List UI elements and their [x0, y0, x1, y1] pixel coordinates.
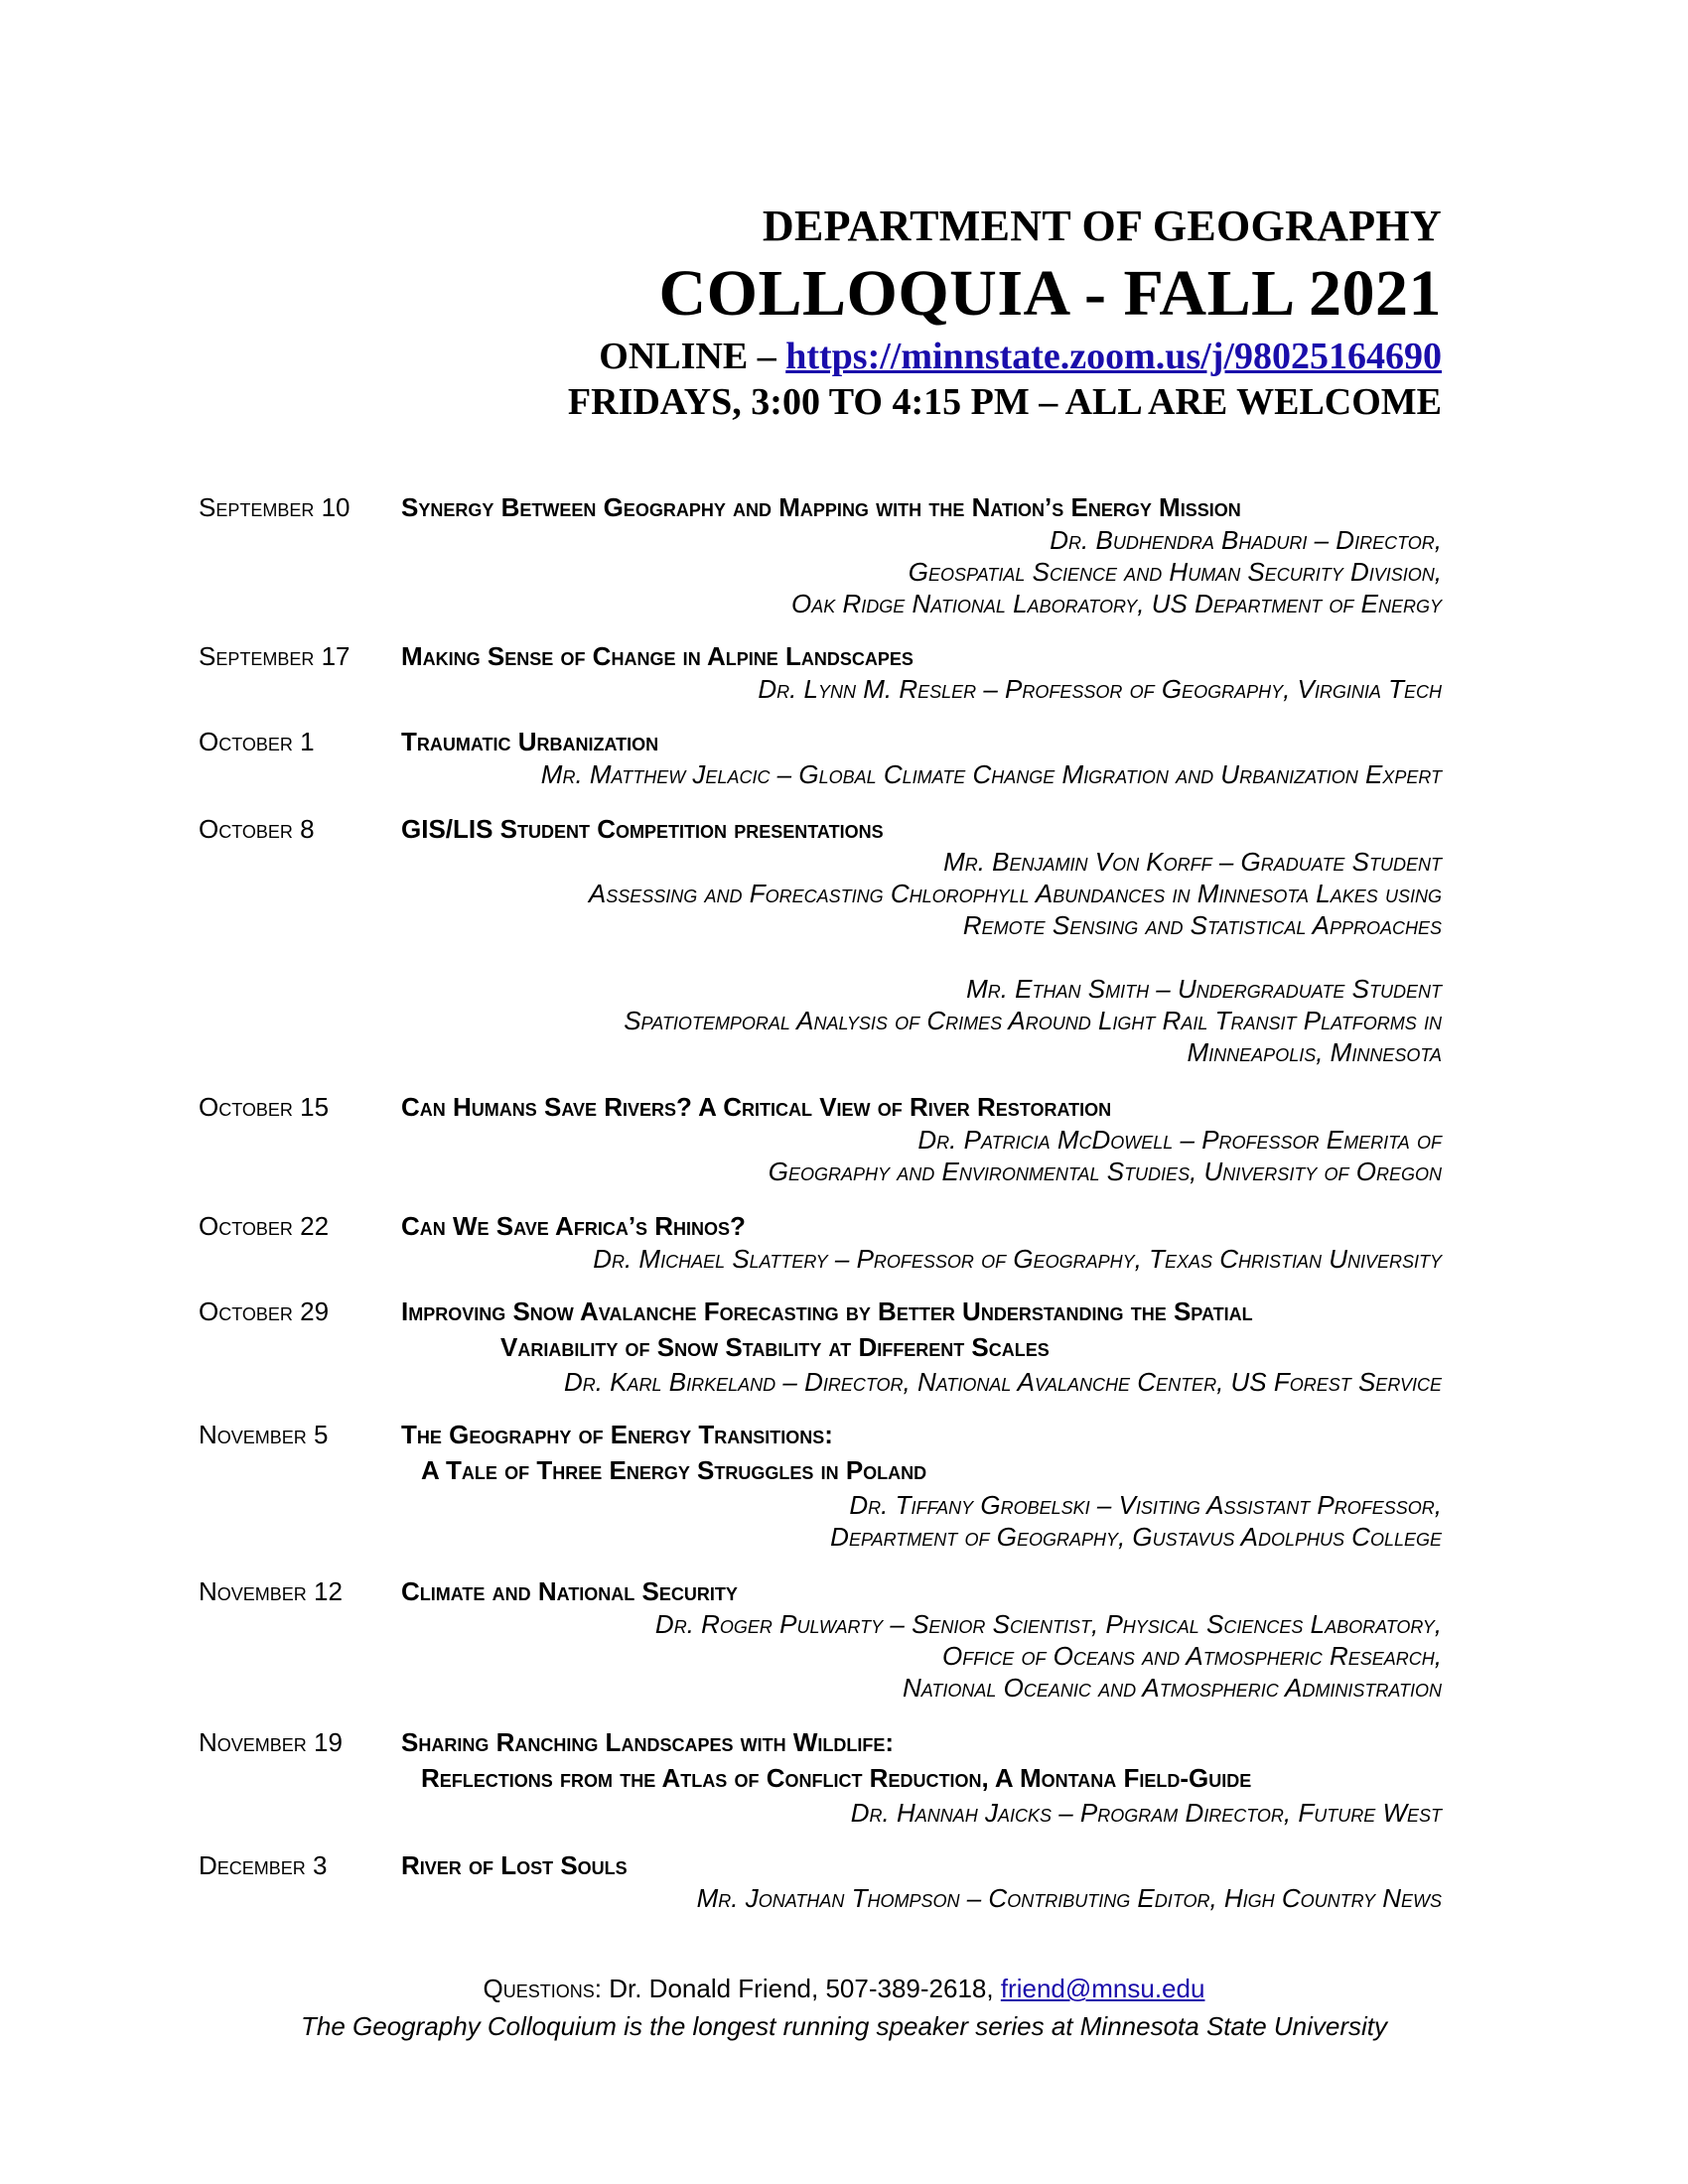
- event-speaker: Dr. Budhendra Bhaduri – Director, Geospatial Science and Human Security Division, Oak Ridge National Laboratory, US Department of Energy: [790, 525, 1442, 618]
- event-title: Can Humans Save Rivers? A Critical View of River Restoration: [401, 1092, 1112, 1122]
- schedule-event: [199, 1574, 1442, 1704]
- event-date: October 29: [199, 1297, 330, 1326]
- meeting-time: FRIDAYS, 3:00 TO 4:15 PM – ALL ARE WELCOME: [567, 381, 1442, 423]
- event-heading-row: [199, 639, 1442, 673]
- event-speaker: Dr. Michael Slattery – Professor of Geography, Texas Christian University: [593, 1244, 1442, 1274]
- event-date: November 12: [199, 1576, 343, 1606]
- event-title: Sharing Ranching Landscapes with Wildlife:: [401, 1727, 895, 1757]
- event-speaker: Dr. Roger Pulwarty – Senior Scientist, Physical Sciences Laboratory, Office of Oceans and Atmospheric Research, National Oceanic and Atmospheric Administration: [654, 1609, 1442, 1703]
- schedule-event: [199, 812, 1442, 1068]
- email-link[interactable]: friend@mnsu.edu: [1000, 1974, 1205, 2003]
- flyer-footer: [0, 1970, 1688, 2045]
- department-name: DEPARTMENT OF GEOGRAPHY: [762, 202, 1442, 250]
- event-date: October 15: [199, 1092, 330, 1122]
- page-title: COLLOQUIA - FALL 2021: [658, 257, 1442, 330]
- schedule-event: [199, 1725, 1442, 1829]
- event-speaker: Mr. Benjamin Von Korff – Graduate Student Assessing and Forecasting Chlorophyll Abundances in Minnesota Lakes using Remote Sensing and Statistical Approaches: [588, 847, 1442, 940]
- schedule-event: [199, 490, 1442, 619]
- event-heading-row: [199, 1848, 1442, 1882]
- event-speaker: Mr. Ethan Smith – Undergraduate Student Spatiotemporal Analysis of Crimes Around Light Rail Transit Platforms in Minneapolis, Minnesota: [624, 974, 1442, 1067]
- event-speaker: Dr. Tiffany Grobelski – Visiting Assistant Professor, Department of Geography, Gustavus Adolphus College: [830, 1490, 1442, 1552]
- zoom-link[interactable]: https://minnstate.zoom.us/j/98025164690: [785, 336, 1442, 377]
- event-speaker: Dr. Patricia McDowell – Professor Emerita of Geography and Environmental Studies, University of Oregon: [768, 1125, 1442, 1186]
- tagline: The Geography Colloquium is the longest running speaker series at Minnesota State University: [300, 2011, 1388, 2041]
- schedule-event: [199, 1090, 1442, 1187]
- questions-line: [0, 1970, 1688, 2007]
- event-title: GIS/LIS Student Competition presentations: [401, 814, 884, 844]
- event-title: Traumatic Urbanization: [401, 727, 659, 756]
- questions-label: Questions:: [483, 1974, 602, 2003]
- schedule-event: [199, 1209, 1442, 1275]
- schedule-event: [199, 1295, 1442, 1398]
- event-title: The Geography of Energy Transitions:: [401, 1420, 833, 1449]
- event-title: Improving Snow Avalanche Forecasting by Better Understanding the Spatial: [401, 1297, 1253, 1326]
- event-speaker: Dr. Hannah Jaicks – Program Director, Future West: [850, 1798, 1442, 1828]
- online-line: [568, 334, 1442, 379]
- event-date: December 3: [199, 1850, 328, 1880]
- event-heading-row: [199, 1295, 1442, 1328]
- event-date: September 10: [199, 492, 351, 522]
- event-speaker: Dr. Lynn M. Resler – Professor of Geography, Virginia Tech: [758, 674, 1442, 704]
- event-date: October 8: [199, 814, 315, 844]
- event-title-continued: Reflections from the Atlas of Conflict Reduction, A Montana Field-Guide: [421, 1763, 1252, 1793]
- questions-contact: Dr. Donald Friend, 507-389-2618,: [609, 1974, 994, 2003]
- event-date: September 17: [199, 641, 351, 671]
- schedule-list: [199, 490, 1442, 1914]
- event-speaker: Dr. Karl Birkeland – Director, National Avalanche Center, US Forest Service: [563, 1367, 1442, 1397]
- event-speaker: Mr. Jonathan Thompson – Contributing Editor, High Country News: [696, 1883, 1442, 1913]
- schedule-event: [199, 1418, 1442, 1553]
- event-title: River of Lost Souls: [401, 1850, 628, 1880]
- event-heading-row: [199, 725, 1442, 758]
- event-heading-row: [199, 812, 1442, 846]
- event-heading-row: [199, 1574, 1442, 1608]
- event-heading-row: [199, 1090, 1442, 1124]
- event-date: November 5: [199, 1420, 329, 1449]
- event-title: Synergy Between Geography and Mapping with the Nation’s Energy Mission: [401, 492, 1241, 522]
- event-heading-row: [199, 490, 1442, 524]
- event-heading-row: [199, 1209, 1442, 1243]
- schedule-event: [199, 1848, 1442, 1914]
- event-title: Can We Save Africa’s Rhinos?: [401, 1211, 746, 1241]
- schedule-event: [199, 725, 1442, 790]
- event-title: Making Sense of Change in Alpine Landscapes: [401, 641, 914, 671]
- event-speaker: Mr. Matthew Jelacic – Global Climate Change Migration and Urbanization Expert: [540, 759, 1442, 789]
- event-title-continued: A Tale of Three Energy Struggles in Poland: [421, 1455, 927, 1485]
- event-date: November 19: [199, 1727, 343, 1757]
- event-title-continued: Variability of Snow Stability at Different Scales: [500, 1332, 1050, 1362]
- flyer-header: [568, 199, 1442, 425]
- event-heading-row: [199, 1725, 1442, 1759]
- schedule-event: [199, 639, 1442, 705]
- event-heading-row: [199, 1418, 1442, 1451]
- event-title: Climate and National Security: [401, 1576, 738, 1606]
- online-label: ONLINE –: [599, 336, 776, 377]
- event-date: October 1: [199, 727, 315, 756]
- event-date: October 22: [199, 1211, 330, 1241]
